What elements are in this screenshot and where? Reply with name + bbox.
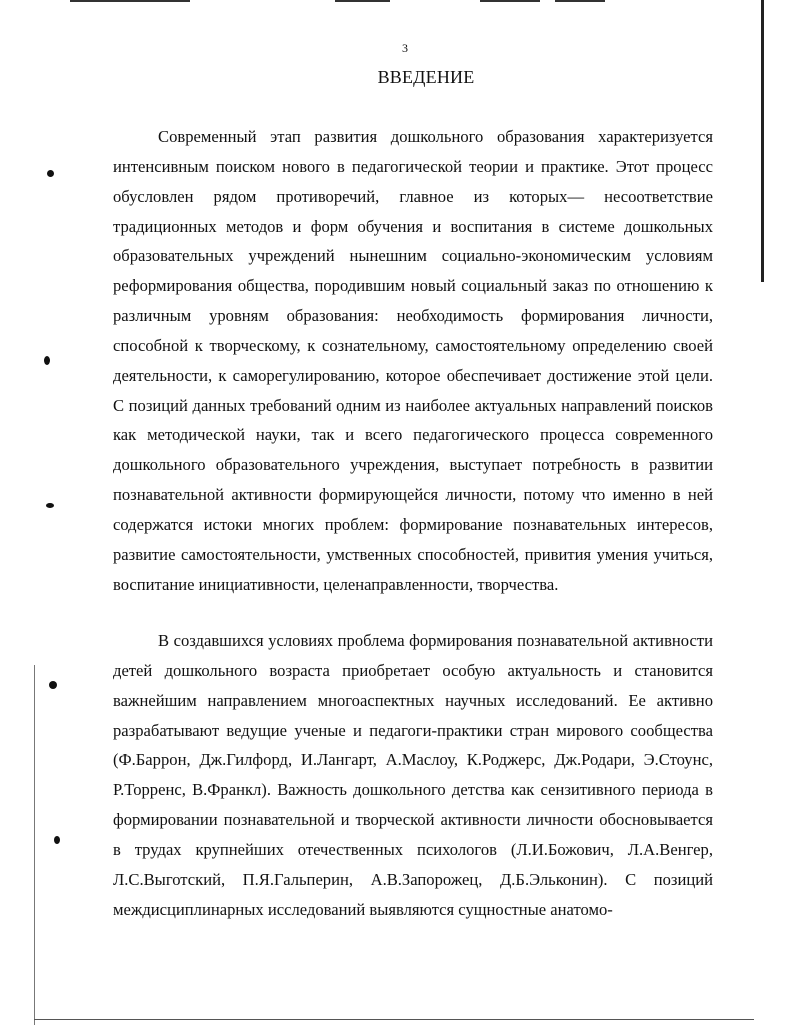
binding-hole-mark	[47, 170, 54, 177]
scan-top-edge	[480, 0, 540, 2]
scan-left-edge	[34, 665, 35, 1025]
page-number: 3	[402, 41, 408, 55]
binding-hole-mark	[46, 503, 54, 508]
binding-hole-mark	[44, 356, 50, 365]
page-title: ВВЕДЕНИЕ	[377, 67, 475, 87]
paragraph: В создавшихся условиях проблема формирования познавательной активности детей дошкольного возраста приобретает особую актуальность и становится важнейшим направлением многоаспектных научных исследований. Ее активно разрабатывают ведущие ученые и педагоги-практики стран мирового сообщества (Ф.Баррон, Дж.Гилфорд, И.Лангарт, А.Маслоу, К.Роджерс, Дж.Родари, Э.Стоунс, Р.Торренс, В.Франкл). Важность дошкольного детства как сензитивного периода в формировании познавательной и творческой активности личности обосновывается в трудах крупнейших отечественных психологов (Л.И.Божович, Л.А.Венгер, Л.С.Выготский, П.Я.Гальперин, А.В.Запорожец, Д.Б.Эльконин). С позиций междисциплинарных исследований выявляются сущностные анатомо-	[113, 631, 713, 919]
binding-hole-mark	[49, 681, 57, 689]
scan-top-edge	[335, 0, 390, 2]
scan-top-edge	[70, 0, 190, 2]
scan-bottom-line	[34, 1019, 754, 1020]
paragraph: Современный этап развития дошкольного образования характеризуется интенсивным поиском нового в педагогической теории и практике. Этот процесс обусловлен рядом противоречий, главное из которых— несоответствие традиционных методов и форм обучения и воспитания в системе дошкольных образовательных учреждений нынешним социально-экономическим условиям реформирования общества, породившим новый социальный заказ по отношению к различным уровням образования: необходимость формирования личности, способной к творческому, к сознательному, самостоятельному определению своей деятельности, к саморегулированию, которое обеспечивает достижение этой цели. С позиций данных требований одним из наиболее актуальных направлений поисков как методической науки, так и всего педагогического процесса современного дошкольного образовательного учреждения, выступает потребность в развитии познавательной активности формирующейся личности, потому что именно в ней содержатся истоки многих проблем: формирование познавательных интересов, развитие самостоятельности, умственных способностей, привития умения учиться, воспитание инициативности, целенаправленности, творчества.	[113, 127, 713, 594]
binding-hole-mark	[54, 836, 60, 844]
scan-top-edge	[555, 0, 605, 2]
